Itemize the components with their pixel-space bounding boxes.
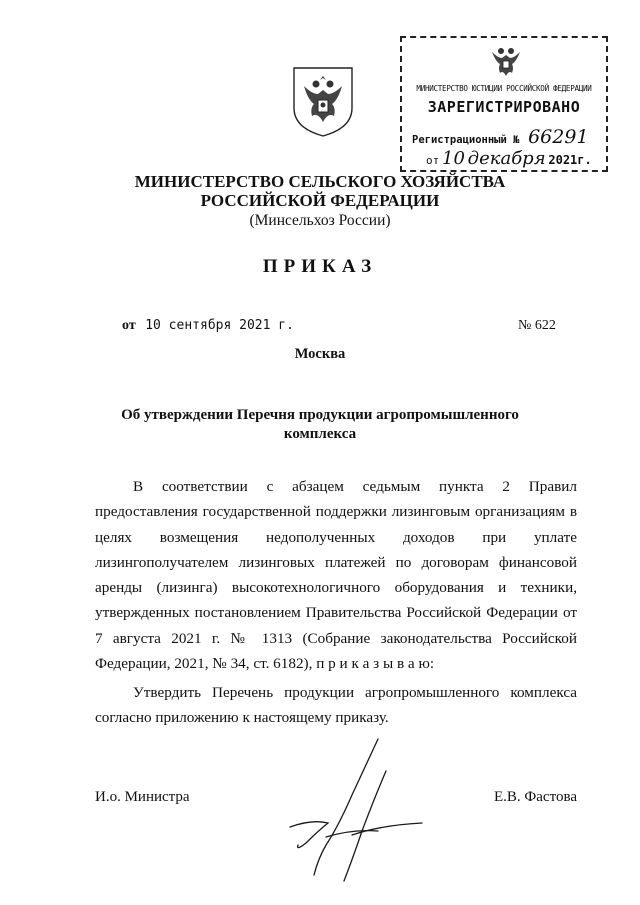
handwritten-signature — [282, 735, 442, 885]
stamp-date-year: 2021г. — [548, 153, 592, 167]
document-type: ПРИКАЗ — [262, 256, 378, 277]
registration-stamp — [400, 36, 608, 172]
body-paragraph-1: В соответствии с абзацем седьмым пункта 2 Правил предоставления государственной поддержки лизинговым организациям в целях возмещения недополученных доходов при уплате лизингополучателем лизинговых платежей по договорам финансовой аренды (лизинга) высокотехнологичного оборудования и техники, утвержденных постановлением Правительства Российской Федерации от 7 августа 2021 г. № 1313 (Собрание законодательства Российской Федерации, 2021, № 34, ст. 6182), п р и к а з ы в а ю: — [95, 478, 577, 673]
order-city: Москва — [294, 346, 346, 362]
stamp-date-month: декабря — [467, 148, 546, 169]
stamp-regnum-row — [412, 126, 602, 148]
stamp-registered-label: ЗАРЕГИСТРИРОВАНО — [427, 98, 581, 116]
stamp-ministry-label: МИНИСТЕРСТВО ЮСТИЦИИ РОССИЙСКОЙ ФЕДЕРАЦИИ — [416, 84, 592, 93]
document-title: Об утверждении Перечня продукции агропромышленного комплекса — [121, 407, 519, 442]
order-date-value: 10 сентября 2021 г. — [145, 318, 294, 333]
stamp-date-day: 10 — [442, 148, 465, 169]
order-number: № 622 — [518, 318, 556, 333]
stamp-date-label: от — [426, 154, 440, 167]
ministry-name-line2: РОССИЙСКОЙ ФЕДЕРАЦИИ — [200, 191, 440, 210]
signer-name: Е.В. Фастова — [494, 789, 577, 805]
body-paragraph-2: Утвердить Перечень продукции агропромышленного комплекса согласно приложению к настоящему приказу. — [95, 684, 577, 727]
signer-position: И.о. Министра — [95, 789, 190, 805]
stamp-regnum-label: Регистрационный № — [412, 134, 520, 146]
stamp-date-row — [426, 148, 606, 169]
order-date-prefix: от — [122, 318, 136, 333]
ministry-name — [0, 172, 640, 210]
ministry-name-line1: МИНИСТЕРСТВО СЕЛЬСКОГО ХОЗЯЙСТВА — [134, 172, 506, 191]
stamp-regnum-value: 66291 — [528, 126, 589, 148]
coat-of-arms-icon — [290, 64, 356, 138]
ministry-short-name: (Минсельхоз России) — [249, 212, 391, 229]
stamp-emblem-icon — [489, 42, 523, 78]
order-date — [122, 318, 294, 334]
